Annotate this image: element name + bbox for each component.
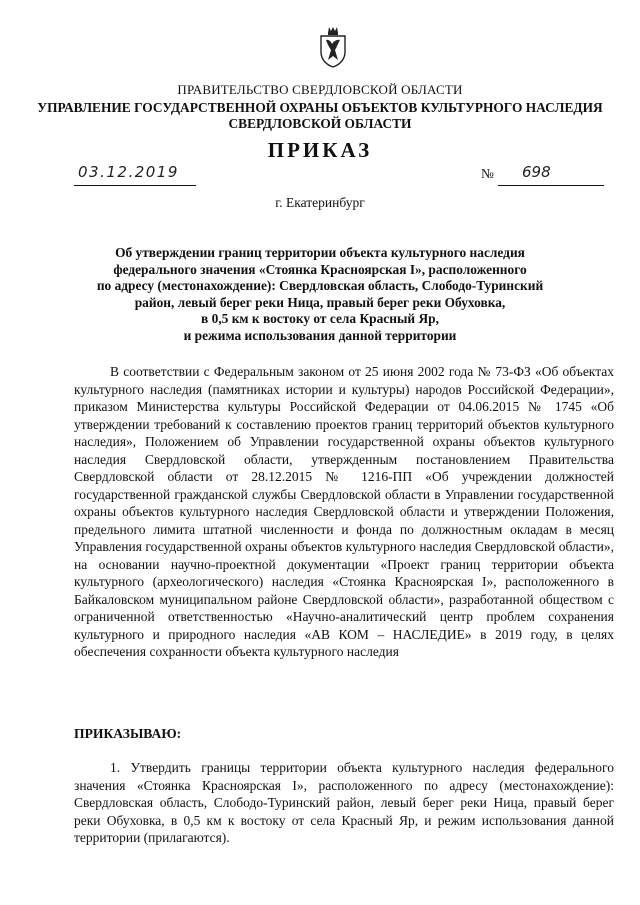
order-word: ПРИКАЗЫВАЮ: [74,726,182,741]
document-title [0,245,640,345]
number-field [498,163,604,186]
title-line: и режима использования данной территории [183,327,457,343]
handwritten-date: 03.12.2019 [78,163,179,181]
title-line: Об утверждении границ территории объекта культурного наследия [115,245,525,260]
order-item: 1. Утвердить границы территории объекта культурного наследия федерального значения «Стоянка Красноярская I», расположенного по адресу (местонахождение): Свердловская область, Слободо-Туринский район, левый берег реки Ница, правый берег реки Обуховка, в 0,5 км к востоку от села Красный Яр, и режим использования данной территории (прилагаются). [74,760,614,845]
preamble-paragraph: В соответствии с Федеральным законом от 25 июня 2002 года № 73-ФЗ «Об объектах культурного наследия (памятниках истории и культуры) народов Российской Федерации», приказом Министерства культуры Российской Федерации от 04.06.2015 № 1745 «Об утверждении требований к составлению проектов границ территорий объектов культурного наследия», Положением об Управлении государственной охраны объектов культурного наследия Свердловской области, утвержденным постановлением Правительства Свердловской области от 28.12.2015 № 1216-ПП «Об учреждении должностей государственной гражданской службы Свердловской области в Управлении государственной охраны объектов культурного наследия Свердловской области и утверждении Положения, предельного лимита штатной численности и фонда по должностным окладам в месяц Управления государственной охраны объектов культурного наследия Свердловской области», на основании научно-проектной документации «Проект границ территории объекта культурного (археологического) наследия «Стоянка Красноярская I», расположенного в Байкаловском муниципальном районе Свердловской области», разработанной обществом с ограниченной ответственностью «Научно-аналитический центр проблем сохранения культурного и природного наследия «АВ КОМ – НАСЛЕДИЕ» в 2019 году, в целях обеспечения сохранности объекта культурного наследия [74,364,614,659]
preamble [74,363,614,661]
title-line: по адресу (местонахождение): Свердловская область, Слободо-Туринский [96,278,544,294]
department-line: УПРАВЛЕНИЕ ГОСУДАРСТВЕННОЙ ОХРАНЫ ОБЪЕКТОВ КУЛЬТУРНОГО НАСЛЕДИЯ [37,100,603,115]
document-type: ПРИКАЗ [267,138,373,162]
government-name: ПРАВИТЕЛЬСТВО СВЕРДЛОВСКОЙ ОБЛАСТИ [177,82,463,97]
city: г. Екатеринбург [275,195,365,210]
title-line: в 0,5 км к востоку от села Красный Яр, [201,311,439,327]
department-name [0,100,640,132]
title-line: район, левый берег реки Ница, правый берег реки Обуховка, [134,294,506,310]
department-line: СВЕРДЛОВСКОЙ ОБЛАСТИ [228,116,412,131]
order-items [74,759,614,847]
date-field [74,163,196,186]
title-line: федерального значения «Стоянка Красноярская I», расположенного [113,261,527,277]
coat-of-arms-icon [318,26,348,68]
handwritten-number: 698 [522,163,551,181]
number-label: № [481,166,494,181]
